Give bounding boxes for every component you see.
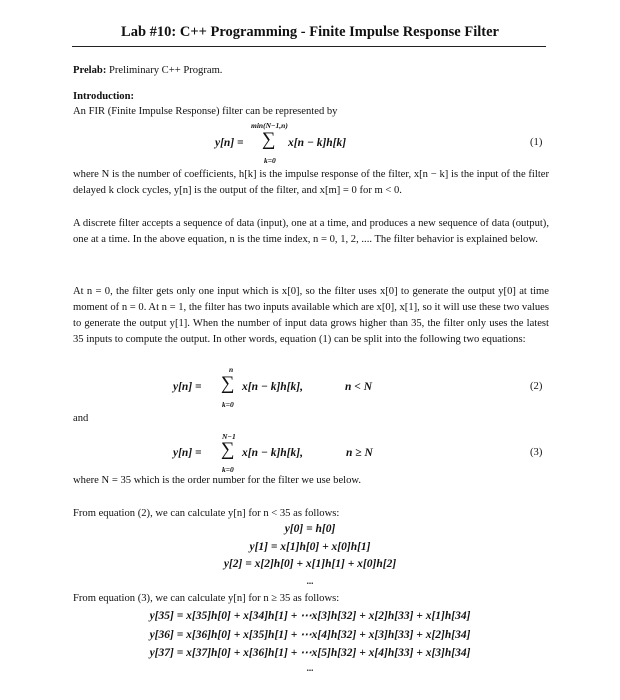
from-eq3-intro: From equation (3), we can calculate y[n] for n ≥ 35 as follows: — [73, 593, 340, 604]
eq2-lhs: y[n] = — [173, 381, 202, 393]
eq1-rhs: x[n − k]h[k] — [288, 137, 347, 149]
prelab-label: Prelab: — [73, 65, 107, 76]
intro-line1: An FIR (Finite Impulse Response) filter can be represented by — [73, 106, 338, 117]
eq1-lhs: y[n] = — [215, 137, 244, 149]
eq2-condition: n < N — [345, 381, 373, 393]
ellipsis: ... — [306, 576, 314, 586]
calc-line: y[1] = x[1]h[0] + x[0]h[1] — [249, 541, 371, 553]
intro-para2: A discrete filter accepts a sequence of data (input), one at a time, and produces a new sequence of data (output), one at a time. In the above equation, n is the time index, n = 0, 1, 2, .... The filter behavior is explained below. — [73, 218, 549, 245]
and-word: and — [73, 413, 89, 424]
prelab-line — [73, 63, 549, 79]
page-title: Lab #10: C++ Programming - Finite Impulse Response Filter — [121, 24, 499, 40]
intro-para1: where N is the number of coefficients, h[k] is the impulse response of the filter, x[n − k] is the input of the filter delayed k clock cycles, y[n] is the output of the filter, and x[m] = 0 for m < 0. — [73, 169, 549, 196]
eq1-upper-limit: min(N−1,n) — [251, 121, 288, 130]
calc-line: y[37] = x[37]h[0] + x[36]h[1] + ⋯x[5]h[32] + x[4]h[33] + x[3]h[34] — [149, 647, 471, 659]
eq3-lhs: y[n] = — [173, 447, 202, 459]
eq1-lower-limit: k=0 — [264, 156, 276, 165]
calc-line: y[2] = x[2]h[0] + x[1]h[1] + x[0]h[2] — [223, 558, 397, 570]
eq2-sigma: ∑ — [221, 373, 235, 394]
eq2-rhs: x[n − k]h[k], — [242, 381, 303, 393]
intro-heading: Introduction: — [73, 91, 135, 102]
title-rule — [72, 46, 546, 47]
eq3-sigma: ∑ — [221, 439, 235, 460]
calc-line: y[36] = x[36]h[0] + x[35]h[1] + ⋯x[4]h[32] + x[3]h[33] + x[2]h[34] — [149, 629, 471, 641]
eq3-condition: n ≥ N — [346, 447, 373, 459]
order-note: where N = 35 which is the order number for the filter we use below. — [73, 475, 361, 486]
eq2-number: (2) — [530, 381, 543, 392]
eq2-upper-limit: n — [229, 365, 234, 374]
calc-line: y[0] = h[0] — [284, 523, 336, 535]
eq1-number: (1) — [530, 137, 543, 148]
ellipsis: ... — [306, 663, 314, 673]
from-eq2-intro: From equation (2), we can calculate y[n] for n < 35 as follows: — [73, 508, 340, 519]
calc-line: y[35] = x[35]h[0] + x[34]h[1] + ⋯x[3]h[32] + x[2]h[33] + x[1]h[34] — [149, 610, 471, 622]
eq1-sigma: ∑ — [262, 129, 276, 150]
prelab-text: Preliminary C++ Program. — [109, 65, 223, 76]
intro-para3: At n = 0, the filter gets only one input which is x[0], so the filter uses x[0] to generate the output y[0] at time moment of n = 0. At n = 1, the filter has two inputs available which are x[0], x[1], so it will use these two values to generate the output y[1]. When the number of input data grows higher than 35, the filter only uses the latest 35 inputs to compute the output. In other words, equation (1) can be split into the following two equations: — [73, 286, 549, 345]
eq3-lower-limit: k=0 — [222, 465, 234, 474]
eq3-number: (3) — [530, 447, 543, 458]
eq3-rhs: x[n − k]h[k], — [242, 447, 303, 459]
eq2-lower-limit: k=0 — [222, 400, 234, 409]
eq3-upper-limit: N−1 — [222, 432, 236, 441]
